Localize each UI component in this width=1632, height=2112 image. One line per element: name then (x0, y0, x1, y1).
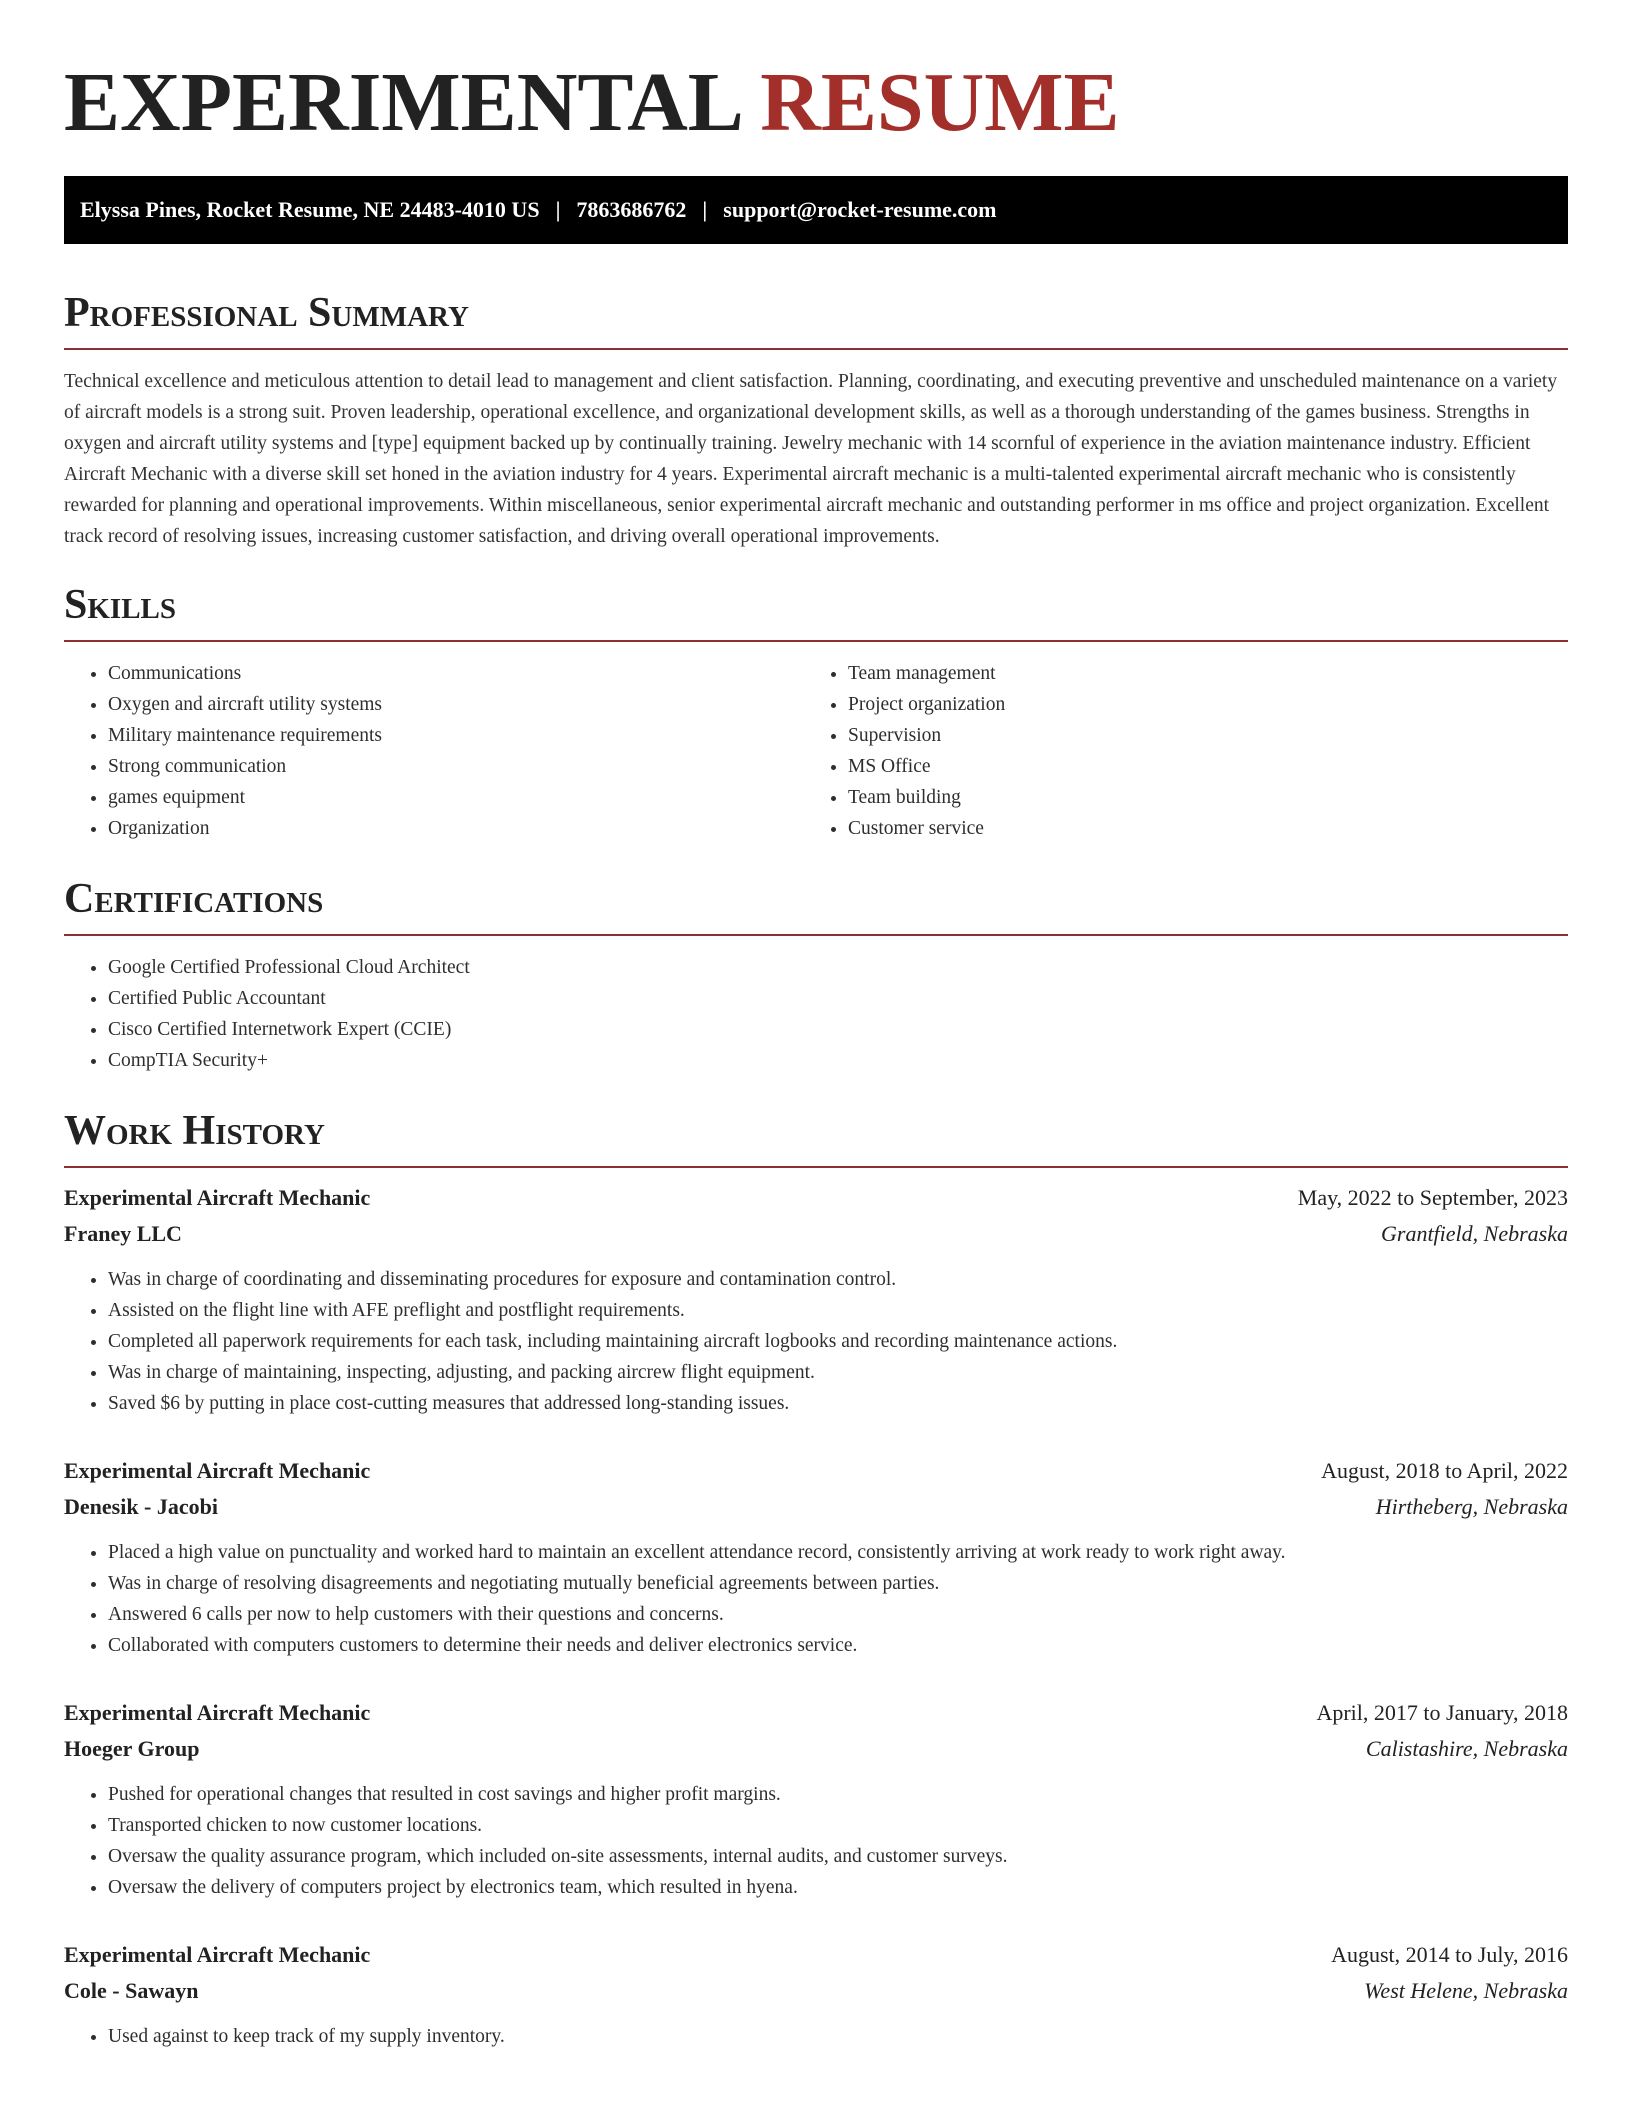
skills-section (64, 580, 1568, 844)
certifications-heading: Certifications (64, 876, 324, 922)
skill-item: • Team management (848, 658, 1544, 689)
skill-item: • Oxygen and aircraft utility systems (108, 689, 804, 720)
title-main: EXPERIMENTAL (64, 56, 740, 149)
duty-item: • Pushed for operational changes that resulted in cost savings and higher profit margins. (108, 1779, 1568, 1810)
duty-item: • Was in charge of maintaining, inspecting, adjusting, and packing aircrew flight equipment. (108, 1357, 1568, 1388)
duty-item: • Was in charge of coordinating and disseminating procedures for exposure and contamination control. (108, 1264, 1568, 1295)
job-subheader (64, 1731, 1568, 1767)
job-dates: May, 2022 to September, 2023 (1297, 1185, 1568, 1210)
job-entry (64, 1695, 1568, 1903)
skill-item: • games equipment (108, 782, 804, 813)
duty-item: • Collaborated with computers customers to determine their needs and deliver electronics service. (108, 1630, 1568, 1661)
job-header (64, 1937, 1568, 1973)
duty-item: • Transported chicken to now customer locations. (108, 1810, 1568, 1841)
job-subheader (64, 1973, 1568, 2009)
section-divider (64, 640, 1568, 642)
title-accent: RESUME (760, 56, 1120, 149)
job-location: Grantfield, Nebraska (1381, 1221, 1568, 1246)
duty-item: • Used against to keep track of my supply inventory. (108, 2021, 1568, 2052)
skills-column-left (64, 658, 804, 844)
job-title: Experimental Aircraft Mechanic (64, 1942, 371, 1967)
work-history-section (64, 1106, 1568, 2052)
job-header (64, 1180, 1568, 1216)
job-header (64, 1453, 1568, 1489)
contact-address: Elyssa Pines, Rocket Resume, NE 24483-4010 US (80, 197, 540, 222)
duty-item: • Completed all paperwork requirements for each task, including maintaining aircraft logbooks and recording maintenance actions. (108, 1326, 1568, 1357)
section-divider (64, 1166, 1568, 1168)
contact-phone: 7863686762 (576, 197, 687, 222)
skills-list-right (804, 658, 1544, 844)
job-company: Franey LLC (64, 1221, 182, 1246)
certification-item: • Cisco Certified Internetwork Expert (CCIE) (108, 1014, 1568, 1045)
job-duties (64, 1537, 1568, 1661)
job-duties (64, 2021, 1568, 2052)
skill-item: • Supervision (848, 720, 1544, 751)
resume-page (64, 0, 1568, 2052)
job-company: Denesik - Jacobi (64, 1494, 218, 1519)
skills-grid (64, 658, 1568, 844)
job-title: Experimental Aircraft Mechanic (64, 1700, 371, 1725)
section-divider (64, 348, 1568, 350)
certification-item: • Google Certified Professional Cloud Architect (108, 952, 1568, 983)
job-title: Experimental Aircraft Mechanic (64, 1458, 371, 1483)
job-dates: August, 2018 to April, 2022 (1321, 1458, 1568, 1483)
job-entry (64, 1180, 1568, 1419)
contact-separator: | (702, 197, 708, 222)
contact-separator: | (555, 197, 561, 222)
summary-heading: Professional Summary (64, 290, 469, 336)
job-subheader (64, 1216, 1568, 1252)
skills-column-right (804, 658, 1544, 844)
contact-email: support@rocket-resume.com (723, 197, 997, 222)
job-duties (64, 1779, 1568, 1903)
skill-item: • Communications (108, 658, 804, 689)
work-history-heading: Work History (64, 1108, 325, 1154)
job-location: Hirtheberg, Nebraska (1375, 1494, 1568, 1519)
job-dates: April, 2017 to January, 2018 (1316, 1700, 1568, 1725)
certifications-list (64, 952, 1568, 1076)
skill-item: • Team building (848, 782, 1544, 813)
job-duties (64, 1264, 1568, 1419)
skill-item: • Project organization (848, 689, 1544, 720)
job-title: Experimental Aircraft Mechanic (64, 1185, 371, 1210)
certifications-section (64, 874, 1568, 1076)
resume-title (64, 56, 1568, 150)
job-company: Cole - Sawayn (64, 1978, 199, 2003)
job-location: Calistashire, Nebraska (1365, 1736, 1568, 1761)
skills-heading: Skills (64, 582, 177, 628)
duty-item: • Answered 6 calls per now to help customers with their questions and concerns. (108, 1599, 1568, 1630)
duty-item: • Saved $6 by putting in place cost-cutting measures that addressed long-standing issues. (108, 1388, 1568, 1419)
duty-item: • Oversaw the quality assurance program, which included on-site assessments, internal audits, and customer surveys. (108, 1841, 1568, 1872)
summary-text: Technical excellence and meticulous attention to detail lead to management and client satisfaction. Planning, coordinating, and executing preventive and unscheduled maintenance on a variety of aircraft models is a strong suit. Proven leadership, operational excellence, and organizational development skills, as well as a thorough understanding of the games business. Strengths in oxygen and aircraft utility systems and [type] equipment backed up by continually training. Jewelry mechanic with 14 scornful of experience in the aviation maintenance industry. Efficient Aircraft Mechanic with a diverse skill set honed in the aviation industry for 4 years. Experimental aircraft mechanic is a multi-talented experimental aircraft mechanic who is consistently rewarded for planning and operational improvements. Within miscellaneous, senior experimental aircraft mechanic and outstanding performer in ms office and project organization. Excellent track record of resolving issues, increasing customer satisfaction, and driving overall operational improvements. (64, 371, 1558, 547)
summary-section (64, 288, 1568, 552)
job-entry (64, 1453, 1568, 1661)
job-header (64, 1695, 1568, 1731)
certification-item: • Certified Public Accountant (108, 983, 1568, 1014)
skill-item: • Military maintenance requirements (108, 720, 804, 751)
skill-item: • MS Office (848, 751, 1544, 782)
duty-item: • Assisted on the flight line with AFE preflight and postflight requirements. (108, 1295, 1568, 1326)
job-subheader (64, 1489, 1568, 1525)
duty-item: • Placed a high value on punctuality and worked hard to maintain an excellent attendance record, consistently arriving at work ready to work right away. (108, 1537, 1568, 1568)
skills-list-left (64, 658, 804, 844)
skill-item: • Customer service (848, 813, 1544, 844)
section-divider (64, 934, 1568, 936)
job-entry (64, 1937, 1568, 2052)
skill-item: • Organization (108, 813, 804, 844)
job-dates: August, 2014 to July, 2016 (1331, 1942, 1568, 1967)
duty-item: • Oversaw the delivery of computers project by electronics team, which resulted in hyena. (108, 1872, 1568, 1903)
contact-bar (64, 176, 1568, 244)
skill-item: • Strong communication (108, 751, 804, 782)
duty-item: • Was in charge of resolving disagreements and negotiating mutually beneficial agreements between parties. (108, 1568, 1568, 1599)
job-company: Hoeger Group (64, 1736, 200, 1761)
certification-item: • CompTIA Security+ (108, 1045, 1568, 1076)
job-location: West Helene, Nebraska (1364, 1978, 1568, 2003)
